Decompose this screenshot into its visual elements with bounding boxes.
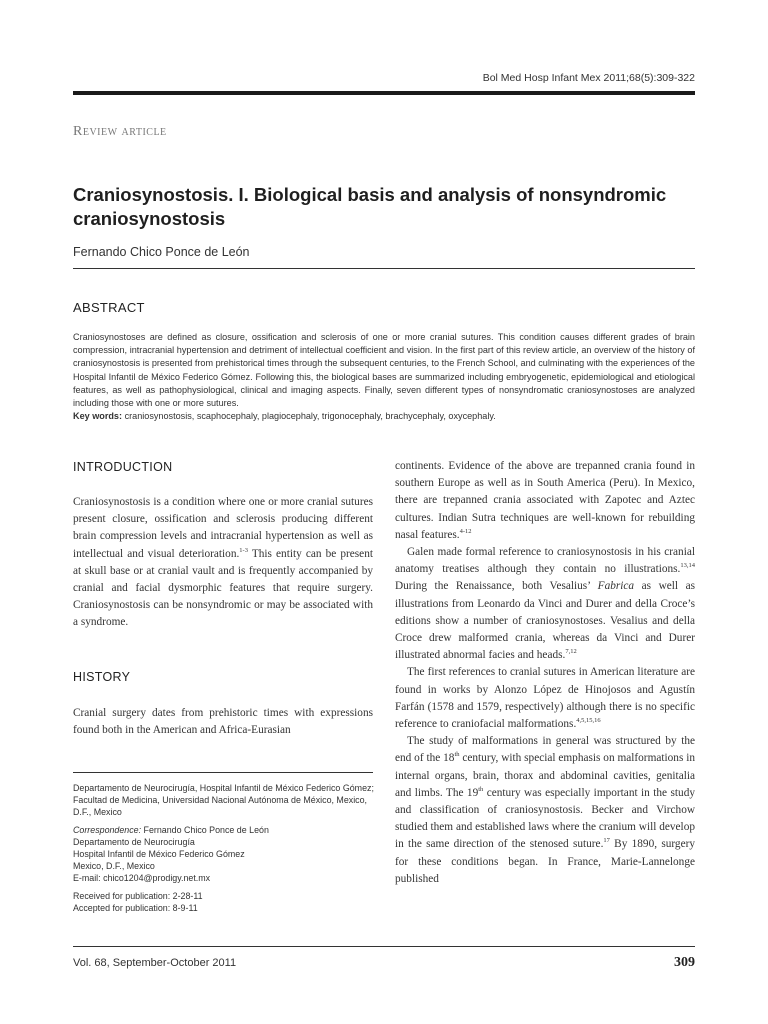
right-paragraph-1 [395,458,695,544]
right-p2-ref1: 13,14 [680,562,695,570]
right-paragraph-4 [395,733,695,888]
right-paragraph-2 [395,544,695,664]
correspondence-block [73,824,383,884]
right-p4-text-d: By 1890, surgery for these conditions began. In France, Marie-Lannelonge published [395,838,695,885]
right-p4-sup1: th [454,751,460,759]
right-p1-text: continents. Evidence of the above are trepanned crania found in southern Europe as well as in South America (Peru). In Mexico, there are trepanned crania associated with Zapotec and Aztec cultures. Indian Sutra techniques are well-known for rebuilding nasal features. [395,460,695,541]
right-p3-ref: 4,5,15,16 [576,717,601,725]
intro-ref: 1-3 [239,546,248,554]
author-name: Fernando Chico Ponce de León [73,245,250,259]
article-title: Craniosynostosis. I. Biological basis and analysis of nonsyndromic craniosynostosis [73,184,667,229]
right-column [395,458,695,888]
correspondence-hospital: Hospital Infantil de México Federico Gómez [73,849,245,859]
keywords-text: craniosynostosis, scaphocephaly, plagiocephaly, trigonocephaly, brachycephaly, oxycephaly. [124,411,496,422]
correspondence-label: Correspondence: [73,825,142,835]
right-p4-sup2: th [478,785,484,793]
right-p1-ref: 4-12 [459,527,472,535]
right-p4-text-a: The study of malformations in general was structured by the end of the 18 [395,735,695,765]
introduction-paragraph [73,494,373,632]
title-rule [73,268,695,269]
right-p4-ref: 17 [603,837,610,845]
affiliation-dept: Departamento de Neurocirugía, Hospital Infantil de México Federico Gómez; Facultad de Medicina, Universidad Nacional Autónoma de México, Mexico, D.F., Mexico [73,783,374,817]
footer-volume: Vol. 68, September-October 2011 [73,957,237,969]
intro-p1-cont: This entity can be present at skull base or at cranial vault and is frequently accompanied by cranial and facial dysmorphic features that require surgery. Craniosynostosis can be nonsyndromic or may be associated with a syndrome. [73,547,373,629]
introduction-text [73,494,373,632]
introduction-heading: INTRODUCTION [73,460,173,474]
page-number: 309 [674,955,695,970]
right-p3-text: The first references to cranial sutures in American literature are found in works by Alonzo López de Hinojosos and Agustín Farfán (1578 and 1579, respectively) although there is no specific reference to craniofacial malformations. [395,666,695,731]
bottom-rule [73,946,695,947]
correspondence-city: Mexico, D.F., Mexico [73,861,155,871]
accepted-date: Accepted for publication: 8-9-11 [73,903,198,913]
keywords-line [73,410,695,423]
history-text [73,705,373,739]
right-p2-text-c: as well as illustrations from Leonardo da Vinci and Durer and della Croce’s editions show a number of craniosynostoses. Vesalius and della Croce drew malformed crania, whereas da Vinci and Durer illustrated abnormal facies and heads. [395,580,695,662]
top-rule [73,91,695,95]
correspondence-dept: Departamento de Neurocirugía [73,837,195,847]
history-heading: HISTORY [73,670,131,684]
right-p2-italic: Fabrica [597,580,635,593]
abstract-heading: ABSTRACT [73,300,145,315]
correspondence-name: Fernando Chico Ponce de León [141,825,269,835]
right-p2-text-b: During the Renaissance, both Vesalius’ [395,580,598,593]
keywords-label: Key words: [73,411,123,422]
right-paragraph-3 [395,664,695,733]
abstract-text: Craniosynostoses are defined as closure, ossification and sclerosis of one or more cranial sutures. This condition causes different grades of brain compression, intracranial hypertension and detriment of intellectual coefficient and vision. In the first part of this review article, an overview of the history of craniosynostosis is presented from prehistorical times through the subsequent centuries, to the French School, and culminating with the experiences of the Hospital Infantil de México Federico Gómez. Following this, the biological bases are summarized including embryogenetic, epidemiological and etiological features, as well as pathophysiological, clinical and imaging aspects. Finally, seven different types of nonsyndromatic craniosynostoses are analyzed including those with one or more sutures. [73,332,695,409]
section-label: Review article [73,124,167,139]
correspondence-email: E-mail: chico1204@prodigy.net.mx [73,873,211,883]
abstract-body [73,331,695,423]
right-p4-text-c: century was especially important in the study and classification of craniosynostosis. Becker and Virchow studied them and established laws where the cranium will develop in the same direction of the stenosed suture. [395,786,695,851]
journal-reference: Bol Med Hosp Infant Mex 2011;68(5):309-322 [482,72,695,84]
right-p4-text-b: century, with special emphasis on malformations in internal organs, brain, thorax and abdominal cavities, genitalia and limbs. The 19 [395,752,695,799]
history-paragraph: Cranial surgery dates from prehistoric times with expressions found both in the American and Africa-Eurasian [73,707,373,737]
publication-dates [73,890,383,914]
received-date: Received for publication: 2-28-11 [73,891,203,901]
affiliation-footnote [73,782,383,920]
intro-p1: Craniosynostosis is a condition where one or more cranial sutures present closure, ossification and sclerosis producing different brain compression levels and intracranial hypertension as well as intellectual and visual deterioration. [73,496,373,560]
right-p2-text-a: Galen made formal reference to craniosynostosis in his cranial anatomy treatises although they contain no illustrations. [395,546,695,576]
right-p2-ref2: 7,12 [565,648,577,656]
footnote-rule [73,772,373,773]
